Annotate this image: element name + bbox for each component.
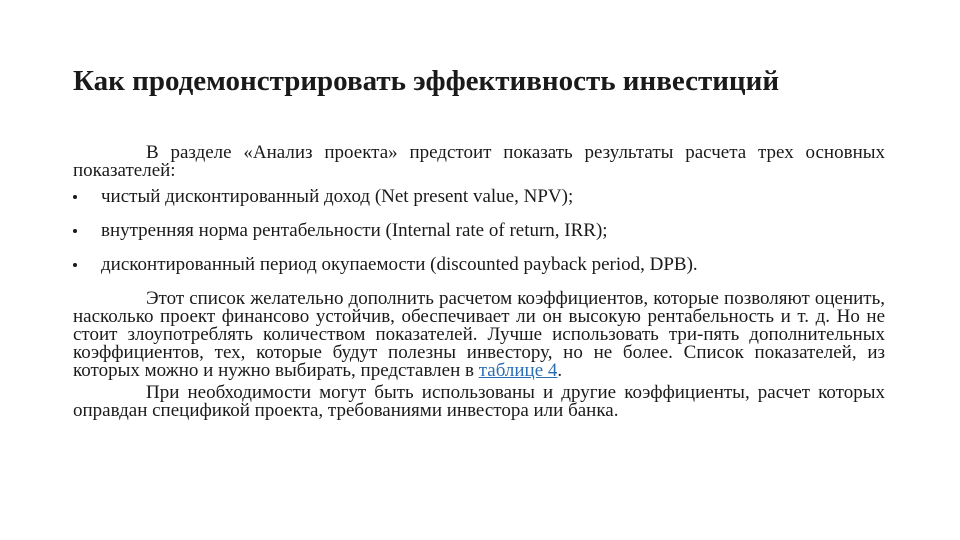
bullet-icon	[73, 195, 77, 199]
indicator-list	[73, 188, 885, 274]
list-item	[73, 256, 885, 274]
list-item	[73, 188, 885, 206]
list-item-text: чистый дисконтированный доход (Net present value, NPV);	[101, 186, 574, 207]
other-coefficients-paragraph: При необходимости могут быть использованы и другие коэффициенты, расчет которых оправдан спецификой проекта, требованиями инвестора или банка.	[73, 382, 885, 421]
page-title: Как продемонстрировать эффективность инвестиций	[73, 65, 780, 97]
paragraph-end: .	[557, 360, 563, 381]
bullet-icon	[73, 229, 77, 233]
document-body	[73, 144, 885, 420]
table-4-link[interactable]: таблице 4	[478, 360, 558, 381]
list-item-text: дисконтированный период окупаемости (discounted payback period, DPB).	[101, 254, 698, 275]
bullet-icon	[73, 263, 77, 267]
coefficients-text: Этот список желательно дополнить расчетом коэффициентов, которые позволяют оценить, насколько проект финансово устойчив, обеспечивает ли он высокую рентабельность и т. д. Но не стоит злоупотреблять количеством показателей. Лучше использовать три-пять дополнительных коэффициентов, тех, которые будут полезны инвестору, но не более. Список показателей, из которых можно и нужно выбирать, представлен в	[73, 288, 885, 381]
intro-paragraph: В разделе «Анализ проекта» предстоит показать результаты расчета трех основных показателей:	[73, 142, 885, 181]
coefficients-paragraph	[73, 290, 885, 380]
list-item-text: внутренняя норма рентабельности (Internal rate of return, IRR);	[101, 220, 608, 241]
list-item	[73, 222, 885, 240]
